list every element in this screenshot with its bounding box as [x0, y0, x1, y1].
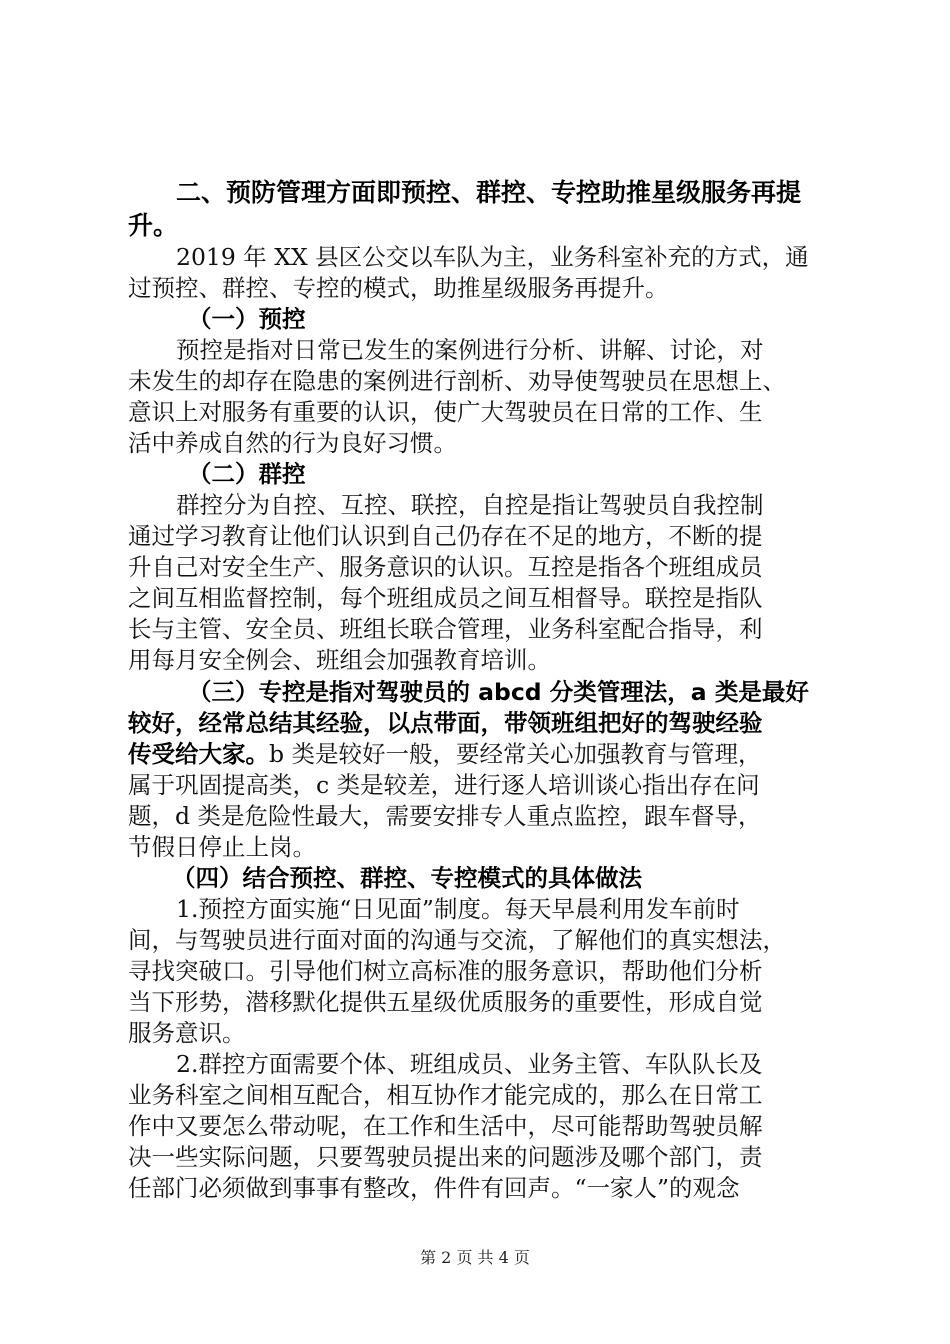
paragraph-line: 群控分为自控、互控、联控，自控是指让驾驶员自我控制 — [176, 491, 764, 519]
paragraph-line-mixed — [128, 737, 762, 771]
paragraph-line-bold: 较好，经常总结其经验，以点带面，带领班组把好的驾驶经验 — [128, 709, 763, 737]
paragraph-line: 之间互相监督控制，每个班组成员之间互相督导。联控是指队 — [128, 584, 763, 612]
paragraph-line: 业务科室之间相互配合，相互协作才能完成的，那么在日常工 — [128, 1081, 763, 1109]
paragraph-line: 未发生的却存在隐患的案例进行剖析、劝导使驾驶员在思想上、 — [128, 367, 786, 395]
paragraph-line: 预控是指对日常已发生的案例进行分析、讲解、讨论，对 — [176, 336, 764, 364]
paragraph-line: 2019 年 XX 县区公交以车队为主，业务科室补充的方式，通 — [176, 243, 809, 271]
subheading-zhuankong: （三）专控是指对驾驶员的 abcd 分类管理法，a 类是最好 — [188, 678, 809, 706]
paragraph-line: 间，与驾驶员进行面对面的沟通与交流，了解他们的真实想法， — [128, 926, 786, 954]
subheading-yukong: （一）预控 — [188, 305, 306, 333]
page-number-footer: 第 2 页 共 4 页 — [420, 1248, 530, 1267]
paragraph-line: 任部门必须做到事事有整改，件件有回声。“一家人”的观念 — [128, 1174, 740, 1202]
paragraph-line: 属于巩固提高类，c 类是较差，进行逐人培训谈心指出存在问 — [128, 771, 760, 799]
paragraph-line: 活中养成自然的行为良好习惯。 — [128, 429, 457, 457]
paragraph-line: 通过学习教育让他们认识到自己仍存在不足的地方，不断的提 — [128, 522, 763, 550]
subheading-qunkong: （二）群控 — [188, 460, 306, 488]
paragraph-line: 意识上对服务有重要的认识，使广大驾驶员在日常的工作、生 — [128, 398, 763, 426]
paragraph-line: 寻找突破口。引导他们树立高标准的服务意识，帮助他们分析 — [128, 957, 763, 985]
subheading-specific-methods: （四）结合预控、群控、专控模式的具体做法 — [172, 864, 642, 892]
paragraph-line: 当下形势，潜移默化提供五星级优质服务的重要性，形成自觉 — [128, 988, 763, 1016]
paragraph-line: 作中又要怎么带动呢，在工作和生活中，尽可能帮助驾驶员解 — [128, 1112, 763, 1140]
bold-text-segment: 传受给大家。 — [128, 740, 269, 768]
paragraph-line: 1.预控方面实施“日见面”制度。每天早晨利用发车前时 — [176, 895, 740, 923]
paragraph-line: 2.群控方面需要个体、班组成员、业务主管、车队队长及 — [176, 1050, 763, 1078]
paragraph-line: 服务意识。 — [128, 1019, 246, 1047]
paragraph-line: 长与主管、安全员、班组长联合管理，业务科室配合指导，利 — [128, 615, 763, 643]
heading-prevention-management: 二、预防管理方面即预控、群控、专控助推星级服务再提 — [176, 178, 802, 207]
regular-text-segment: b 类是较好一般，要经常关心加强教育与管理， — [269, 740, 762, 768]
paragraph-line: 节假日停止上岗。 — [128, 833, 316, 861]
paragraph-line: 升自己对安全生产、服务意识的认识。互控是指各个班组成员 — [128, 553, 763, 581]
paragraph-line: 题，d 类是危险性最大，需要安排专人重点监控，跟车督导， — [128, 802, 762, 830]
paragraph-line: 用每月安全例会、班组会加强教育培训。 — [128, 646, 551, 674]
heading-continuation: 升。 — [128, 211, 179, 240]
paragraph-line: 过预控、群控、专控的模式，助推星级服务再提升。 — [128, 274, 669, 302]
paragraph-line: 决一些实际问题，只要驾驶员提出来的问题涉及哪个部门，责 — [128, 1143, 763, 1171]
